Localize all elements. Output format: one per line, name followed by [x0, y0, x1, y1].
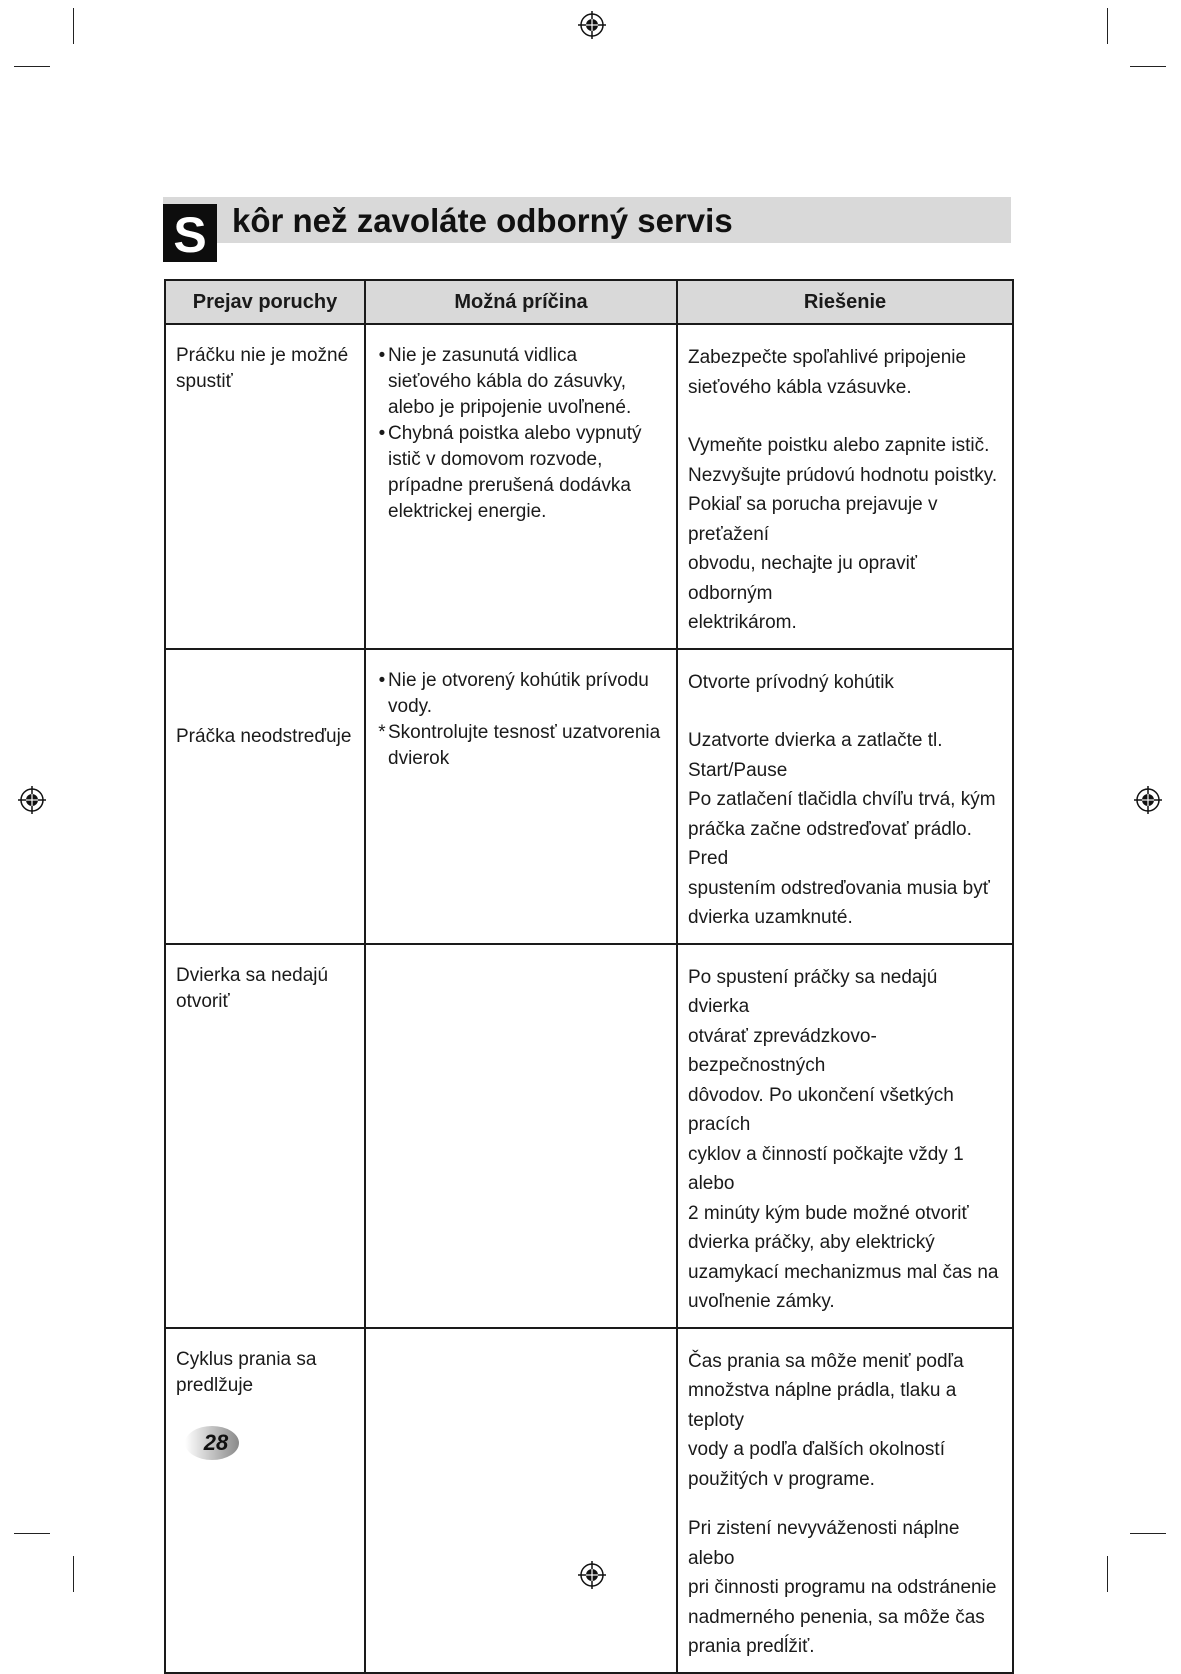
solution-spacer — [688, 1494, 1002, 1514]
crop-mark — [1130, 66, 1166, 67]
solution-line: Vymeňte poistku alebo zapnite istič. — [688, 435, 990, 456]
page-number: 28 — [203, 1430, 229, 1455]
solution-line: Po spustení práčky sa nedajú dvierka — [688, 966, 938, 1017]
solution-line: dvierka práčky, aby elektrický — [688, 1232, 935, 1253]
cause-cell — [365, 944, 677, 1328]
crop-mark — [1130, 1533, 1166, 1534]
symptom-line: otvoriť — [176, 990, 230, 1012]
column-header-solution: Riešenie — [677, 280, 1013, 324]
registration-mark-icon — [578, 11, 606, 39]
solution-line: dvierka uzamknuté. — [688, 907, 853, 928]
solution-spacer — [688, 697, 1002, 726]
symptom-line: Práčka neodstreďuje — [176, 725, 352, 747]
solution-line: otvárať zprevádzkovo-bezpečnostných — [688, 1025, 877, 1076]
solution-line: Start/Pause — [688, 759, 788, 781]
column-header-cause: Možná príčina — [365, 280, 677, 324]
solution-cell — [677, 649, 1013, 944]
bullet-mark: • — [378, 423, 386, 444]
cause-line: sieťového kábla do zásuvky, — [388, 371, 627, 392]
cause-line: elektrickej energie. — [388, 501, 547, 522]
crop-mark — [73, 1556, 74, 1592]
crop-mark — [14, 1533, 50, 1534]
solution-line: 2 minúty kým bude možné otvoriť — [688, 1202, 969, 1224]
solution-cell — [677, 324, 1013, 649]
heading-initial-letter: S — [163, 204, 217, 262]
solution-line: vody a podľa ďalších okolností — [688, 1439, 945, 1460]
symptom-cell — [165, 649, 365, 944]
solution-line: obvodu, nechajte ju opraviť odborným — [688, 553, 917, 604]
solution-line: Čas prania sa môže meniť podľa — [688, 1350, 964, 1372]
solution-line: Pokiaľ sa porucha prejavuje v preťažení — [688, 494, 938, 545]
troubleshooting-table — [164, 279, 1014, 1674]
symptom-line: Dvierka sa nedajú — [176, 964, 329, 986]
solution-line: uvoľnenie zámky. — [688, 1291, 835, 1312]
solution-line: Nezvyšujte prúdovú hodnotu poistky. — [688, 464, 998, 486]
symptom-cell — [165, 944, 365, 1328]
solution-line: Zabezpečte spoľahlivé pripojenie — [688, 347, 967, 368]
table-row — [165, 1328, 1013, 1673]
cause-line: Nie je otvorený kohútik prívodu — [388, 669, 649, 691]
cause-line: Chybná poistka alebo vypnutý — [388, 423, 642, 444]
cause-item — [376, 343, 666, 421]
symptom-line: predlžuje — [176, 1374, 254, 1396]
cause-cell — [365, 324, 677, 649]
crop-mark — [73, 8, 74, 44]
crop-mark — [14, 66, 50, 67]
solution-line: Po zatlačení tlačidla chvíľu trvá, kým — [688, 789, 996, 810]
solution-line: sieťového kábla vzásuvke. — [688, 376, 912, 398]
symptom-line: Cyklus prania sa — [176, 1348, 317, 1370]
cause-line: istič v domovom rozvode, — [388, 449, 603, 470]
cause-line: Nie je zasunutá vidlica — [388, 345, 578, 366]
cause-line: prípadne prerušená dodávka — [388, 475, 631, 496]
cause-item — [376, 668, 666, 720]
solution-line: cyklov a činností počkajte vždy 1 alebo — [688, 1143, 964, 1194]
table-header-row — [165, 280, 1013, 324]
cause-line: vody. — [388, 695, 433, 717]
crop-mark — [1107, 8, 1108, 44]
symptom-cell — [165, 324, 365, 649]
solution-line: dôvodov. Po ukončení všetkých pracích — [688, 1084, 954, 1135]
solution-line: použitých v programe. — [688, 1468, 875, 1490]
table-row — [165, 944, 1013, 1328]
cause-line: Skontrolujte tesnosť uzatvorenia — [388, 721, 661, 743]
cause-line: dvierok — [388, 747, 450, 769]
bullet-mark: • — [378, 345, 386, 366]
solution-line: uzamykací mechanizmus mal čas na — [688, 1261, 999, 1283]
symptom-line: spustiť — [176, 371, 233, 392]
table-row — [165, 649, 1013, 944]
solution-line: nadmerného penenia, sa môže čas — [688, 1606, 985, 1628]
solution-line: prania predĺžiť. — [688, 1636, 815, 1657]
solution-line: Uzatvorte dvierka a zatlačte tl. — [688, 730, 943, 751]
cause-line: alebo je pripojenie uvoľnené. — [388, 397, 632, 418]
symptom-line: Práčku nie je možné — [176, 345, 349, 366]
table-row — [165, 324, 1013, 649]
solution-line: množstva náplne prádla, tlaku a teploty — [688, 1380, 957, 1431]
registration-mark-icon — [1134, 786, 1162, 814]
solution-line: práčka začne odstreďovať prádlo. Pred — [688, 818, 972, 869]
bullet-mark: • — [378, 669, 386, 691]
solution-cell — [677, 944, 1013, 1328]
column-header-symptom: Prejav poruchy — [165, 280, 365, 324]
bullet-mark: * — [378, 721, 386, 743]
solution-spacer — [688, 402, 1002, 431]
solution-line: Otvorte prívodný kohútik — [688, 671, 894, 693]
solution-line: pri činnosti programu na odstránenie — [688, 1577, 997, 1598]
cause-cell — [365, 649, 677, 944]
page-title: kôr než zavoláte odborný servis — [232, 202, 733, 239]
cause-item — [376, 421, 666, 525]
crop-mark — [1107, 1556, 1108, 1592]
solution-line: spustením odstreďovania musia byť — [688, 877, 990, 899]
solution-cell — [677, 1328, 1013, 1673]
registration-mark-icon — [18, 786, 46, 814]
cause-cell — [365, 1328, 677, 1673]
symptom-cell — [165, 1328, 365, 1673]
solution-line: elektrikárom. — [688, 612, 797, 633]
cause-item — [376, 720, 666, 772]
solution-line: Pri zistení nevyváženosti náplne alebo — [688, 1518, 960, 1569]
